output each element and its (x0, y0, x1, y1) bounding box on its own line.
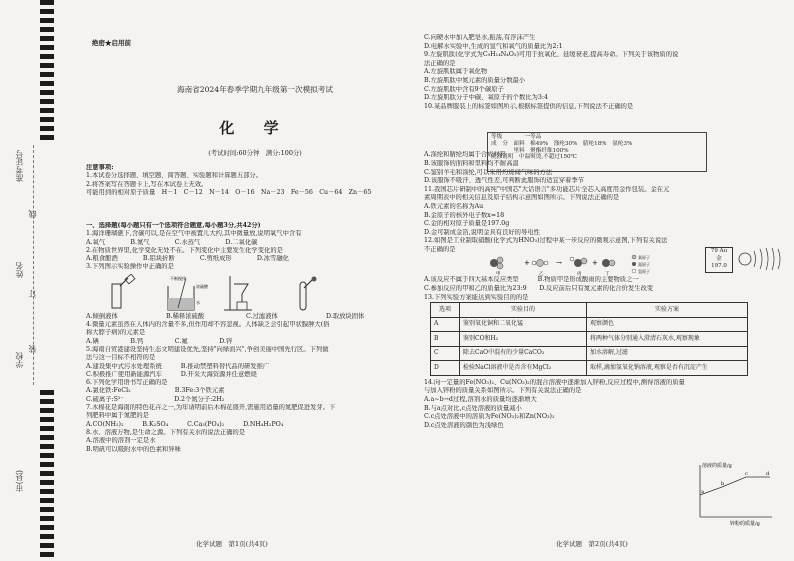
table-row: D 检验NaCl溶液中是否含有MgCl₂ 取样,滴加氢氧化钠溶液,观察是否有沉淀产生 (431, 361, 748, 376)
table-row: A 鉴别氧化铜和二氧化锰 观察颜色 (431, 317, 748, 332)
atomic-mass: 197.0 (711, 263, 727, 269)
question-line: D.左旋肌肽分子中碳、氧原子的个数比为3:4 (424, 94, 549, 102)
table-header: 选项 (431, 303, 460, 318)
svg-text:+: + (524, 259, 530, 268)
table-row: B 鉴别CO和H₂ 将两种气体分别通入澄清石灰水,观察现象 (431, 332, 748, 347)
question-line: 2.在物质世界里,化学变化无处不在。下列变化中主要发生化学变化的是 (86, 246, 283, 254)
question-line: A.CO(NH₂)₂ B.K₂SO₄ C.Ca₃(PO₄)₂ D.NH₄H₂PO₄ (86, 420, 284, 428)
fig-label-water: 水 (196, 299, 200, 305)
q3-option-a: A.倾倒液体 (86, 312, 118, 320)
atom-legend-nitrogen: 氮原子 (638, 262, 650, 268)
table-header: 实验方案 (587, 303, 748, 318)
exam-title: 海南省2024年春季学期九年级第一次模拟考试 (176, 85, 333, 94)
zinc-mass-graph (688, 461, 776, 527)
atom-structure-diagram (737, 245, 785, 273)
mol-label-yi: 乙 (539, 272, 544, 277)
question-line: B.明矾可以吸附水中的色素和异味 (86, 445, 181, 453)
right-footer: 化学试题 第2页(共4页) (556, 540, 628, 548)
label-row: 里料 聚酯纤维100% (491, 147, 569, 154)
binding-stripe-top (40, 0, 54, 142)
question-line: D.该服饰不吸汗、透气性差,可判断此服饰的适宜穿着季节 (424, 177, 584, 185)
point-d: d (766, 471, 770, 477)
question-line: 素周期表中的相关信息及原子结构示意图如图所示。下列说法正确的是 (424, 194, 620, 202)
question-line: 9.左旋肌肽(化学式为C₉H₁₄N₄O₃)可用于抗氧化、延缓衰老,提高寿命。下列关于该物质的说 (424, 51, 679, 59)
q3-option-b: B.稀释浓硫酸 (166, 312, 205, 320)
pouring-liquid-figure (98, 274, 150, 312)
question-line: 7.木棉花是海南的特色花卉之一,为年请明前后木棉花盛开,需施用适量的氮肥促进发芽。下 (86, 404, 336, 412)
question-line: 8.水、溶液万物,是生命之源。下列有关水的说法正确的是 (86, 428, 246, 436)
question-line: A.涤纶和腈纶均属于合成材料 (424, 151, 507, 159)
city-label: 市(县) (15, 470, 24, 493)
q3-option-c: C.过滤液体 (246, 312, 278, 320)
svg-text:→: → (556, 259, 562, 268)
left-questions (86, 222, 406, 454)
question-line: C.参加反应的甲和乙的质量比为23:9 D.反应前后只有氮元素的化合价发生改变 (424, 285, 654, 293)
question-line: A.a~b→d过程,溶剂水的质量均逐渐增大 (424, 395, 537, 403)
label-row: 洗涤说明 中温熨烫,不超过150℃ (491, 154, 577, 161)
question-line: 13.下列实验方案能达到实验目的的是 (424, 293, 529, 301)
question-line: 10.某品牌服装上的标签如图所示,根据标签提供的信息,下列说法不正确的是 (424, 102, 634, 110)
fig-label-stir: 不断搅拌 (170, 275, 186, 281)
question-line: 4.微量元素虽然在人体内的含量不多,但作用却不容忽视。人体缺乏会引起甲状腺肿大(俗 (86, 321, 330, 329)
question-line: 法与这一目标不相符的是 (86, 354, 156, 362)
question-line: 3.下列图示实验操作中正确的是 (86, 263, 174, 271)
point-b: b (721, 481, 725, 487)
point-a: a (701, 489, 704, 495)
question-line: 与加入锌粉的质量关系如图所示。下列有关说法正确的是 (424, 387, 582, 395)
question-line: D.电解水实验中,生成的氢气和氧气的质量比为2:1 (424, 42, 563, 50)
atomic-number: 79 (710, 248, 718, 254)
question-line: B.金原子的核外电子数x=18 (424, 211, 505, 219)
solid-placement-figure (278, 274, 330, 312)
atom-legend-hydrogen: 氢原子 (638, 269, 650, 275)
question-line: C.向硬水中加入肥皂水,振荡,有浮沫产生 (424, 34, 536, 41)
question-line: A.铁元素的名称为Au (424, 202, 484, 210)
question-line: A.氯化铁:FeCl₂ B.3Fe:3个铁元素 (86, 387, 225, 395)
question-line: A.建设集中式污水处理系统 B.推动禁塑料替代品的研发推广 (86, 362, 270, 370)
note-item: 1.本试卷分选择题、填空题、简答题、实验题和计算题五部分。 (86, 172, 263, 180)
dilution-figure (158, 274, 210, 312)
question-line: A.该反应不属于四大基本反应类型 B.物质甲是形成酸雨的主要物质之一 (424, 276, 639, 284)
q3-options (86, 313, 406, 321)
notes-heading: 注意事项: (86, 164, 114, 171)
cut-mark-bind: 订 (28, 290, 37, 298)
question-line: C.左旋肌肽中含有9个碳原子 (424, 85, 504, 93)
question-line: A.氧气 B.氮气 C.水蒸气 D.二氧化碳 (86, 238, 258, 246)
clothing-label (487, 132, 707, 172)
table-header: 实验目的 (460, 303, 587, 318)
time-info: (考试时间:60分钟 满分:100分) (208, 149, 302, 157)
question-line: C.积极推广使用新能源汽车 D.开采大海资源并任意燃烧 (86, 370, 257, 378)
table-row: C 除去CaO中混有的少量CaCO₃ 加水溶解,过滤 (431, 346, 748, 361)
question-line: D.c点处溶液的颜色为浅绿色 (424, 421, 504, 429)
question-line: 称大脖子病)的元素是 (86, 329, 146, 337)
question-line: A.粮食酿酒 B.铝块折断 C.剪纸成形 D.冰雪融化 (86, 255, 289, 263)
question-line: D.金可制成金箔,说明金具有良好的导电性 (424, 228, 540, 236)
question-line: B.左旋肌肽中氮元素的质量分数最小 (424, 76, 526, 84)
binding-margin (0, 0, 62, 561)
q3-option-d: D.取放块固体 (326, 312, 365, 320)
binding-stripe-bottom (40, 390, 54, 561)
mol-label-ding: 丁 (605, 272, 610, 277)
note-item: 可能用到的相对原子质量 H－1 C－12 N－14 O－16 Na－23 Fe－56 Cu－64 Zn－65 (86, 189, 372, 197)
question-line: A.碘 B.钙 C.氟 D.锌 (86, 337, 233, 345)
question-line: C.鉴别羊毛和涤纶,可以采用灼烧闻气味的方法 (424, 168, 553, 176)
mol-label-bing: 丙 (577, 272, 582, 277)
question-line: 14.向一定量的Fe(NO₃)₂、Cu(NO₃)₂的混合溶液中逐渐加入锌粉,反应过程中,测得溶液的质量 (424, 378, 685, 386)
left-footer: 化学试题 第1页(共4页) (196, 540, 268, 548)
secret-mark: 绝密★启用前 (92, 39, 131, 47)
question-line: A.溶液中的溶剂一定是水 (86, 437, 156, 445)
name-label: 姓名 (15, 262, 24, 278)
element-name: 金 (716, 255, 722, 262)
right-questions (424, 34, 786, 430)
label-row: 等级 一等品 (491, 134, 542, 140)
mol-label-jia: 甲 (496, 272, 501, 277)
experiment-table (430, 302, 748, 376)
filtration-figure (218, 274, 270, 312)
svg-text:+: + (592, 259, 598, 268)
element-symbol: Au (719, 248, 728, 254)
candidate-number-label: 准考证号 (15, 150, 24, 182)
question-line: 11.我国芯片研制中的高纯"中国芯"大话语言"多功能芯片全芯入高度用金作包装。金在元 (424, 185, 670, 193)
note-item: 2.将答案写在答题卡上,写在本试卷上无效。 (86, 180, 208, 188)
subject-title: 化 学 (219, 119, 291, 137)
graph-xlabel: 锌粉的质量/g (730, 521, 760, 527)
section-heading: 一、选择题(每小题只有一个选项符合题意,每小题3分,共42分) (86, 222, 261, 229)
point-c: c (745, 471, 748, 477)
question-line: 5.海南自贸港建设坚持生态文明建设优先,坚持"向绿而兴",争创美丽中国先行区。下列做 (86, 345, 329, 353)
question-line: 不正确的是 (424, 245, 456, 253)
question-line: 1.海洋珊瑚礁下,含碳可以,是在空气中被置儿大约,其中微量放,说明氧气中含有 (86, 230, 302, 238)
label-row: 成 分 面料 棉49% 涤纶30% 腈纶18% 氨纶3% (491, 140, 633, 147)
school-label: 学校 (15, 352, 24, 368)
question-line: C.硫离子:S²⁻ D.2个氮分子:2H₂ (86, 395, 225, 403)
graph-ylabel: 溶液的质量/g (702, 463, 732, 469)
fig-label-acid: 浓硫酸 (196, 283, 208, 289)
molecule-diagram (484, 254, 684, 276)
q3-figures (98, 274, 406, 312)
question-line: B.与a点对比,c点处溶液的质量减小 (424, 404, 522, 412)
question-line: 6.下列化学用语书写正确的是 (86, 379, 168, 387)
question-line: B.该服饰的面料和里料均不耐高温 (424, 159, 519, 167)
atom-legend-oxygen: 氧原子 (638, 255, 650, 261)
question-line: 法正确的是 (424, 59, 456, 67)
question-line: C.c点处溶液中的溶质为Fe(NO₃)₂和Zn(NO₃)₂ (424, 413, 555, 421)
question-line: 列肥料中属于氮肥的是 (86, 412, 149, 420)
question-line: A.左旋肌肽属于氧化物 (424, 68, 488, 76)
notes-block (86, 164, 406, 198)
cut-mark-line: 线 (28, 210, 37, 218)
gold-element-box (705, 247, 733, 273)
cut-mark-pack: 装 (28, 345, 37, 353)
question-line: 12.如图是工业制取硝酸(化学式为HNO₃)过程中某一步反应的微观示意图,下列有关说法 (424, 237, 668, 245)
question-line: C.金的相对原子质量是197.0g (424, 220, 510, 228)
